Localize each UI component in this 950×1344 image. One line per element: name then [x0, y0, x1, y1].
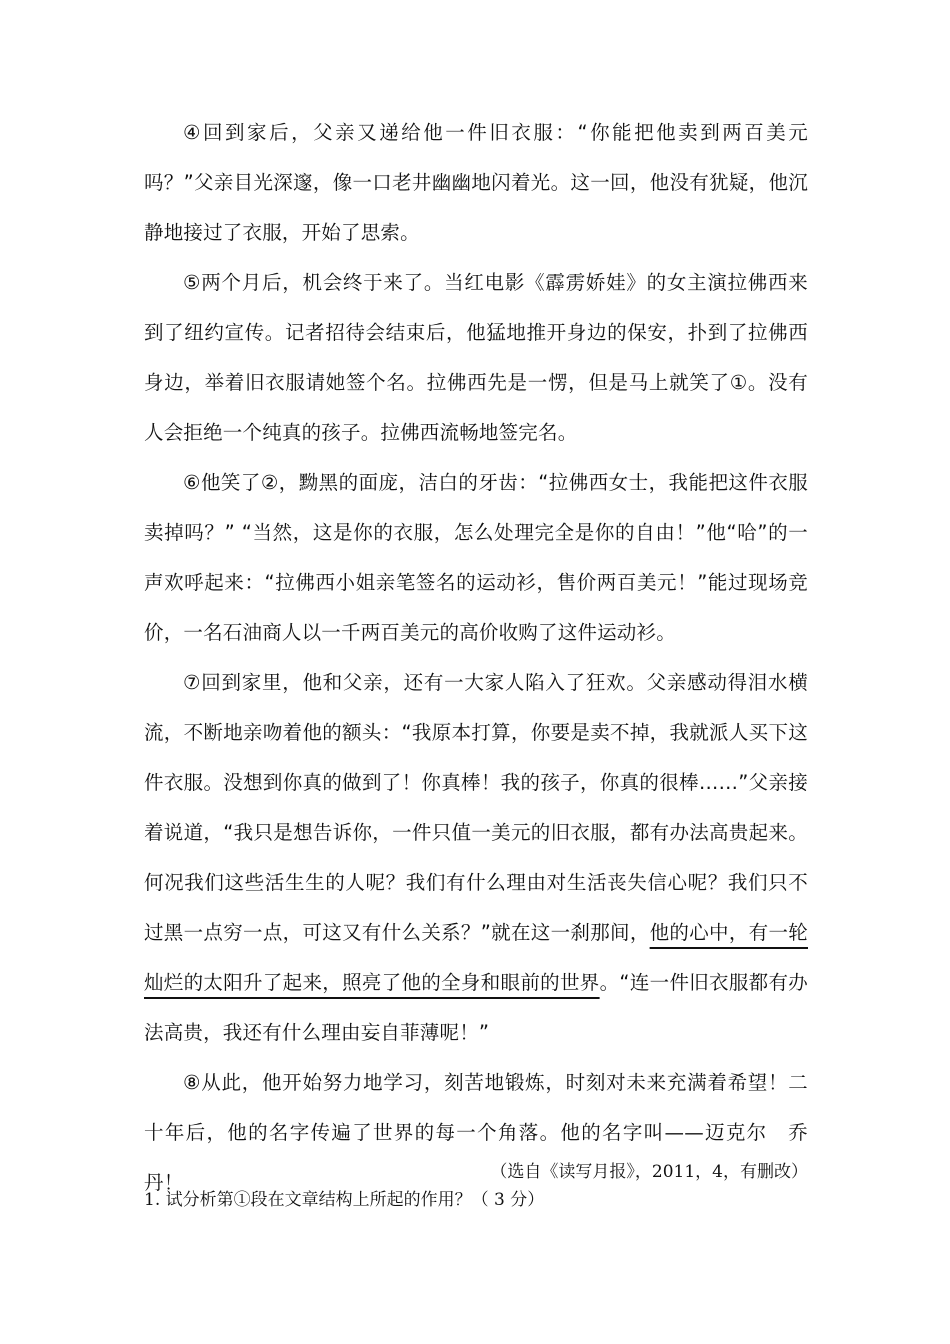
paragraph-6: ⑥他笑了②，黝黑的面庞，洁白的牙齿：“拉佛西女士，我能把这件衣服卖掉吗？” “当然，这是你的衣服，怎么处理完全是你的自由！”他“哈”的一声欢呼起来：“拉佛西小姐亲笔签名的运动衫，售价两百美元！”能过现场竞价，一名石油商人以一千两百美元的高价收购了这件运动衫。 [144, 471, 808, 644]
source-citation: （选自《读写月报》，2011，4，有删改） [490, 1162, 808, 1182]
paragraph-8: ⑧从此，他开始努力地学习，刻苦地锻炼，时刻对未来充满着希望！二十年后，他的名字传遍了世界的每一个角落。他的名字叫——迈克尔 乔丹！ [144, 1071, 808, 1194]
underlined-sentence: 他的心中，有一轮灿烂的太阳升了起来，照亮了他的全身和眼前的世界 [144, 921, 808, 994]
paragraph-7-text-after: 。“连一件旧衣服都有办法高贵，我还有什么理由妄自菲薄呢！” [144, 971, 808, 1044]
paragraph-7-text-before: ⑦回到家里，他和父亲，还有一大家人陷入了狂欢。父亲感动得泪水横流，不断地亲吻着他的额头：“我原本打算，你要是卖不掉，我就派人买下这件衣服。没想到你真的做到了！你真棒！我的孩子，你真的很棒……”父亲接着说道，“我只是想告诉你，一件只值一美元的旧衣服，都有办法高贵起来。何况我们这些活生生的人呢？我们有什么理由对生活丧失信心呢？我们只不过黑一点穷一点，可这又有什么关系？”就在这一刹那间， [144, 671, 808, 944]
question-1: 1. 试分析第①段在文章结构上所起的作用？（ 3 分） [144, 1190, 545, 1210]
paragraph-5: ⑤两个月后，机会终于来了。当红电影《霹雳娇娃》的女主演拉佛西来到了纽约宣传。记者招待会结束后，他猛地推开身边的保安，扑到了拉佛西身边，举着旧衣服请她签个名。拉佛西先是一愣，但是马上就笑了①。没有人会拒绝一个纯真的孩子。拉佛西流畅地签完名。 [144, 271, 808, 444]
paragraph-4: ④回到家后，父亲又递给他一件旧衣服：“你能把他卖到两百美元吗？”父亲目光深邃，像一口老井幽幽地闪着光。这一回，他没有犹疑，他沉静地接过了衣服，开始了思索。 [144, 121, 808, 244]
paragraph-7 [144, 658, 808, 1058]
